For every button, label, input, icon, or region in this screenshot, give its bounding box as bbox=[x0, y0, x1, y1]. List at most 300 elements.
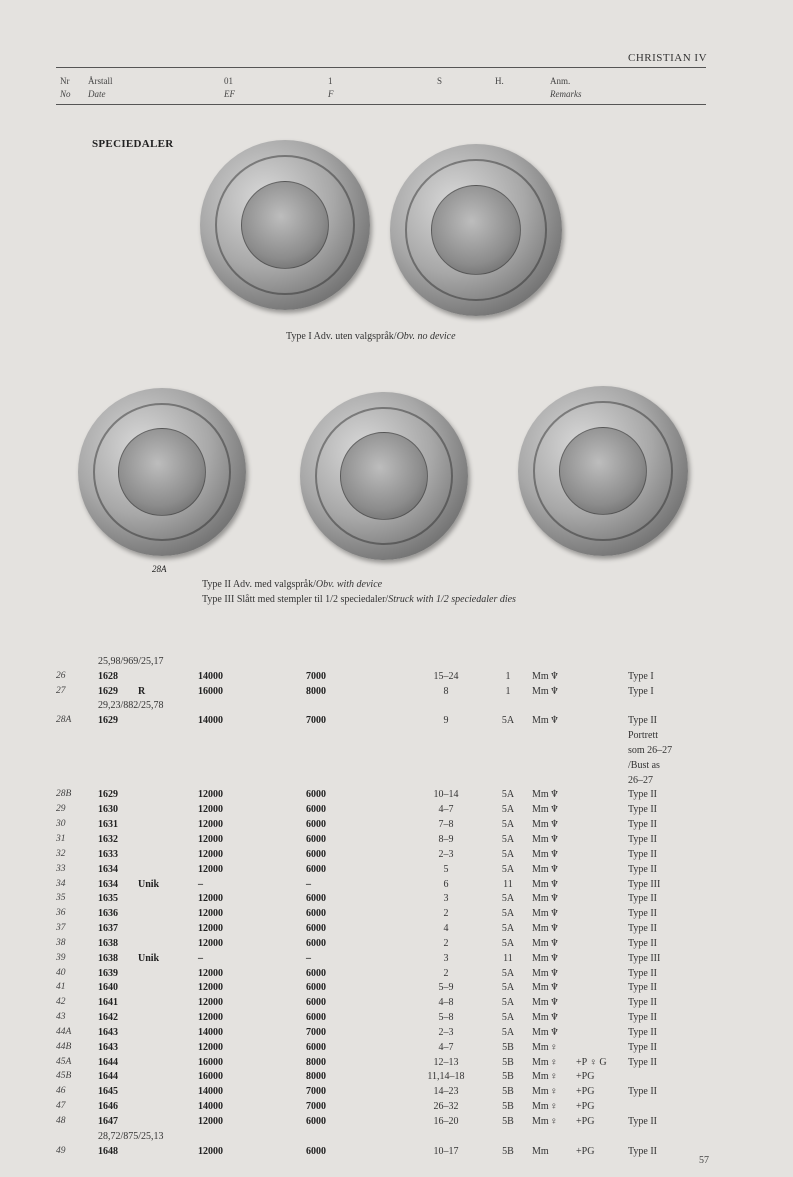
row-number: 46 bbox=[56, 1086, 66, 1097]
row-mintmaster: Mm bbox=[532, 1086, 549, 1098]
page-header-title: CHRISTIAN IV bbox=[628, 52, 708, 64]
row-mintmaster: Mm bbox=[532, 670, 549, 682]
row-extra-mark bbox=[576, 993, 628, 1008]
row-reference-s: 4 bbox=[443, 923, 449, 935]
row-mintmaster: Mm bbox=[532, 1116, 549, 1127]
row-value-f: 6000 bbox=[306, 1041, 326, 1053]
row-number: 34 bbox=[56, 878, 66, 889]
row-remarks: Type II bbox=[628, 1145, 658, 1157]
row-mint-symbol: ♀ bbox=[550, 1056, 558, 1068]
row-reference-h: 5A bbox=[501, 937, 515, 949]
row-reference-s: 3 bbox=[443, 893, 449, 905]
row-number: 33 bbox=[56, 863, 66, 874]
row-rarity bbox=[138, 979, 198, 994]
row-remarks bbox=[628, 1097, 716, 1112]
row-reference-h: 5B bbox=[502, 1101, 514, 1113]
row-reference-s: 14–23 bbox=[433, 1086, 459, 1098]
row-number: 32 bbox=[56, 848, 66, 859]
row-remarks: Type II bbox=[628, 937, 658, 949]
row-reference-s bbox=[408, 756, 484, 771]
row-year: 1640 bbox=[98, 982, 118, 994]
row-remarks: Portrett bbox=[628, 730, 658, 742]
table-row bbox=[56, 830, 716, 845]
row-value-f: 6000 bbox=[306, 997, 326, 1009]
row-reference-s bbox=[408, 726, 484, 741]
row-reference-s: 10–14 bbox=[433, 789, 459, 801]
row-reference-h: 5A bbox=[501, 1026, 515, 1038]
table-row bbox=[56, 1068, 716, 1083]
table-row bbox=[56, 1097, 716, 1112]
row-rarity bbox=[138, 711, 198, 726]
row-mintmaster: Mm bbox=[532, 967, 549, 979]
row-number bbox=[56, 1127, 98, 1142]
row-mintmaster: Mm bbox=[532, 1101, 549, 1113]
row-remarks: Type II bbox=[628, 1041, 658, 1053]
row-mint-symbol: ♆ bbox=[550, 937, 559, 949]
row-mintmaster: Mm bbox=[532, 1071, 549, 1083]
row-value-ef: – bbox=[198, 952, 203, 964]
row-year: 1642 bbox=[98, 1012, 118, 1024]
row-value-ef: 12000 bbox=[198, 1116, 223, 1127]
row-year: 1639 bbox=[98, 967, 118, 979]
row-year: 1629 bbox=[98, 715, 118, 727]
row-value-ef: 12000 bbox=[198, 819, 223, 831]
row-reference-h: 5A bbox=[501, 997, 515, 1009]
row-extra-mark bbox=[576, 726, 628, 741]
row-remarks: Type II bbox=[628, 1056, 658, 1068]
row-rarity bbox=[138, 1008, 198, 1023]
row-rarity bbox=[138, 1053, 198, 1068]
row-year: 1630 bbox=[98, 804, 118, 816]
table-row bbox=[56, 726, 716, 741]
row-value-f: 6000 bbox=[306, 848, 326, 860]
row-mint-symbol: ♀ bbox=[550, 1116, 558, 1127]
row-mint-symbol: ♆ bbox=[550, 893, 559, 905]
row-year: 1641 bbox=[98, 997, 118, 1009]
row-extra-mark: +PG bbox=[576, 1145, 595, 1157]
row-value-ef bbox=[198, 741, 306, 756]
row-remarks: Type II bbox=[628, 863, 658, 875]
table-row bbox=[56, 1053, 716, 1068]
table-row bbox=[56, 993, 716, 1008]
row-year: 1646 bbox=[98, 1101, 118, 1113]
row-mint-symbol bbox=[550, 741, 576, 756]
row-reference-h: 5B bbox=[502, 1056, 514, 1068]
row-value-ef: 14000 bbox=[198, 1026, 223, 1038]
row-value-f: 7000 bbox=[306, 715, 326, 727]
row-value-ef: 14000 bbox=[198, 1086, 223, 1098]
row-remarks: /Bust as bbox=[628, 759, 660, 771]
row-number: 49 bbox=[56, 1145, 66, 1156]
row-reference-s: 4–8 bbox=[438, 997, 454, 1009]
row-number bbox=[56, 726, 98, 741]
row-extra-mark bbox=[576, 904, 628, 919]
row-mintmaster: Mm bbox=[532, 848, 549, 860]
row-reference-h bbox=[484, 741, 532, 756]
row-reference-s: 6 bbox=[443, 878, 449, 890]
table-row bbox=[56, 741, 716, 756]
row-reference-s: 9 bbox=[443, 715, 449, 727]
row-value-ef: 12000 bbox=[198, 893, 223, 905]
row-number bbox=[56, 741, 98, 756]
row-rarity bbox=[138, 741, 198, 756]
row-reference-s: 2–3 bbox=[438, 848, 454, 860]
row-reference-h: 5B bbox=[502, 1145, 514, 1157]
row-rarity bbox=[138, 786, 198, 801]
row-rarity bbox=[138, 815, 198, 830]
coin-photo-type1-reverse bbox=[390, 144, 562, 316]
row-year: 1634 bbox=[98, 878, 118, 890]
row-remarks: Type II bbox=[628, 967, 658, 979]
row-mint-symbol: ♆ bbox=[550, 789, 559, 801]
row-value-f: 6000 bbox=[306, 982, 326, 994]
row-number: 44A bbox=[56, 1026, 72, 1037]
header-rule-top bbox=[56, 67, 706, 68]
row-number: 40 bbox=[56, 967, 66, 978]
row-year: 1643 bbox=[98, 1026, 118, 1038]
row-mint-symbol bbox=[550, 726, 576, 741]
row-year: 1648 bbox=[98, 1145, 118, 1157]
row-reference-h: 11 bbox=[503, 878, 513, 890]
row-mintmaster: Mm bbox=[532, 715, 549, 727]
row-extra-mark bbox=[576, 845, 628, 860]
col-head-anm: Anm. Remarks bbox=[550, 76, 582, 99]
row-extra-mark bbox=[576, 860, 628, 875]
row-rarity bbox=[138, 904, 198, 919]
row-extra-mark: +P ♀ G bbox=[576, 1056, 607, 1068]
row-number bbox=[56, 652, 98, 667]
row-value-f: 8000 bbox=[306, 1071, 326, 1083]
row-value-ef: 12000 bbox=[198, 848, 223, 860]
row-reference-h: 1 bbox=[505, 685, 511, 697]
row-value-ef: 16000 bbox=[198, 1071, 223, 1083]
row-value-ef: 12000 bbox=[198, 1041, 223, 1053]
row-number: 30 bbox=[56, 819, 66, 830]
row-rarity bbox=[138, 860, 198, 875]
caption-type-3: Type III Slått med stempler til 1/2 speciedaler/Struck with 1/2 speciedaler dies bbox=[202, 594, 516, 605]
row-number: 35 bbox=[56, 893, 66, 904]
row-number: 43 bbox=[56, 1012, 66, 1023]
row-number: 27 bbox=[56, 685, 66, 696]
table-row bbox=[56, 682, 716, 697]
row-year bbox=[98, 771, 138, 786]
row-remarks: Type I bbox=[628, 670, 654, 682]
row-remarks: Type I bbox=[628, 685, 654, 697]
row-extra-mark bbox=[576, 875, 628, 890]
table-row bbox=[56, 904, 716, 919]
row-rarity bbox=[138, 771, 198, 786]
row-value-ef: 12000 bbox=[198, 967, 223, 979]
row-number: 26 bbox=[56, 670, 66, 681]
table-row bbox=[56, 800, 716, 815]
coin-photo-type3-obverse bbox=[300, 392, 468, 560]
coin-photo-type1-obverse bbox=[200, 140, 370, 310]
row-reference-h bbox=[484, 756, 532, 771]
row-mintmaster: Mm bbox=[532, 833, 549, 845]
row-remarks: Type II bbox=[628, 1116, 658, 1127]
row-remarks: Type II bbox=[628, 819, 658, 831]
row-number: 45B bbox=[56, 1071, 72, 1082]
row-value-f: 6000 bbox=[306, 1012, 326, 1024]
row-mint-symbol: ♆ bbox=[550, 908, 559, 920]
row-extra-mark bbox=[576, 890, 628, 905]
row-mint-symbol: ♆ bbox=[550, 833, 559, 845]
row-mint-symbol: ♆ bbox=[550, 685, 559, 697]
row-reference-h: 5A bbox=[501, 789, 515, 801]
table-row bbox=[56, 652, 716, 667]
row-number: 47 bbox=[56, 1101, 66, 1112]
row-number: 38 bbox=[56, 937, 66, 948]
table-row bbox=[56, 949, 716, 964]
row-value-ef: – bbox=[198, 878, 203, 890]
row-rarity bbox=[138, 800, 198, 815]
row-mintmaster: Mm bbox=[532, 1012, 549, 1024]
row-mintmaster: Mm bbox=[532, 908, 549, 920]
row-year bbox=[98, 726, 138, 741]
row-year: 1637 bbox=[98, 923, 118, 935]
row-mintmaster: Mm bbox=[532, 1026, 549, 1038]
row-remarks: Type II bbox=[628, 1086, 658, 1098]
row-reference-s: 2 bbox=[443, 908, 449, 920]
row-mintmaster: Mm bbox=[532, 982, 549, 994]
table-row bbox=[56, 1038, 716, 1053]
row-rarity bbox=[138, 726, 198, 741]
row-value-ef: 12000 bbox=[198, 833, 223, 845]
row-number: 31 bbox=[56, 833, 66, 844]
row-value-ef: 12000 bbox=[198, 1145, 223, 1157]
row-rarity bbox=[138, 1023, 198, 1038]
col-head-s: S bbox=[437, 76, 443, 86]
row-number: 28A bbox=[56, 715, 72, 726]
row-mint-symbol: ♆ bbox=[550, 997, 559, 1009]
row-number bbox=[56, 771, 98, 786]
row-mintmaster: Mm bbox=[532, 923, 549, 935]
table-row bbox=[56, 786, 716, 801]
row-number: 37 bbox=[56, 923, 66, 934]
col-head-arstall: Årstall Date bbox=[88, 76, 113, 99]
row-number: 48 bbox=[56, 1116, 66, 1126]
row-mint-symbol: ♀ bbox=[550, 1071, 558, 1083]
row-reference-s: 16–20 bbox=[433, 1116, 459, 1127]
row-extra-mark: +PG bbox=[576, 1116, 595, 1127]
row-mint-symbol bbox=[550, 756, 576, 771]
row-rarity bbox=[138, 1038, 198, 1053]
table-row bbox=[56, 1008, 716, 1023]
row-reference-s: 2 bbox=[443, 937, 449, 949]
row-value-f: 6000 bbox=[306, 789, 326, 801]
row-reference-s: 2–3 bbox=[438, 1026, 454, 1038]
row-value-f: 6000 bbox=[306, 967, 326, 979]
row-extra-mark bbox=[576, 934, 628, 949]
row-extra-mark bbox=[576, 830, 628, 845]
row-reference-h: 5B bbox=[502, 1116, 514, 1127]
row-mintmaster: Mm bbox=[532, 863, 549, 875]
coin-catalog-table bbox=[56, 652, 716, 1157]
row-year: 1645 bbox=[98, 1086, 118, 1098]
caption-type-2: Type II Adv. med valgspråk/Obv. with device bbox=[202, 579, 383, 590]
row-rarity bbox=[138, 1097, 198, 1112]
row-reference-h: 5B bbox=[502, 1086, 514, 1098]
col-head-h: H. bbox=[495, 76, 504, 86]
table-row bbox=[56, 934, 716, 949]
row-value-ef: 12000 bbox=[198, 923, 223, 935]
row-year: 1644 bbox=[98, 1071, 118, 1083]
table-row bbox=[56, 815, 716, 830]
row-year: 1635 bbox=[98, 893, 118, 905]
table-row bbox=[56, 919, 716, 934]
row-reference-s: 5–9 bbox=[438, 982, 454, 994]
row-reference-s: 5–8 bbox=[438, 1012, 454, 1024]
row-mint-symbol bbox=[550, 1142, 576, 1157]
row-year: 1634 bbox=[98, 863, 118, 875]
table-row bbox=[56, 697, 716, 712]
row-mint-symbol: ♆ bbox=[550, 804, 559, 816]
row-value-ef: 12000 bbox=[198, 804, 223, 816]
row-specification: 28,72/875/25,13 bbox=[98, 1130, 164, 1142]
row-reference-s: 8–9 bbox=[438, 833, 454, 845]
row-extra-mark bbox=[576, 786, 628, 801]
row-value-f bbox=[306, 741, 408, 756]
row-year: 1638 bbox=[98, 952, 118, 964]
row-value-ef: 16000 bbox=[198, 1056, 223, 1068]
row-extra-mark bbox=[576, 1023, 628, 1038]
row-year: 1638 bbox=[98, 937, 118, 949]
row-value-f: 8000 bbox=[306, 685, 326, 697]
row-remarks: Type II bbox=[628, 715, 658, 727]
row-remarks: Type II bbox=[628, 804, 658, 816]
row-year bbox=[98, 756, 138, 771]
table-row bbox=[56, 1142, 716, 1157]
row-value-f: – bbox=[306, 878, 311, 890]
row-remarks: Type II bbox=[628, 789, 658, 801]
row-reference-h: 5A bbox=[501, 893, 515, 905]
row-extra-mark bbox=[576, 1008, 628, 1023]
row-number: 28B bbox=[56, 789, 72, 800]
row-mintmaster: Mm bbox=[532, 893, 549, 905]
row-mintmaster bbox=[532, 726, 550, 741]
row-value-ef: 12000 bbox=[198, 863, 223, 875]
row-number: 45A bbox=[56, 1056, 72, 1067]
row-year: 1647 bbox=[98, 1116, 118, 1127]
row-value-ef: 16000 bbox=[198, 685, 223, 697]
row-mintmaster: Mm bbox=[532, 1145, 549, 1157]
row-value-f: 6000 bbox=[306, 804, 326, 816]
table-row bbox=[56, 964, 716, 979]
row-value-f: 6000 bbox=[306, 1145, 326, 1157]
row-year: 1631 bbox=[98, 819, 118, 831]
row-mintmaster: Mm bbox=[532, 685, 549, 697]
row-rarity bbox=[138, 993, 198, 1008]
row-year: 1628 bbox=[98, 670, 118, 682]
row-value-f bbox=[306, 771, 408, 786]
row-value-f: 6000 bbox=[306, 893, 326, 905]
row-value-ef: 12000 bbox=[198, 982, 223, 994]
col-head-1: 1 F bbox=[328, 76, 334, 99]
row-reference-s bbox=[408, 771, 484, 786]
row-extra-mark: +PG bbox=[576, 1101, 595, 1113]
row-reference-s: 3 bbox=[443, 952, 449, 964]
row-mintmaster: Mm bbox=[532, 937, 549, 949]
row-value-ef: 12000 bbox=[198, 997, 223, 1009]
row-value-f: 7000 bbox=[306, 1101, 326, 1113]
row-reference-h: 5B bbox=[502, 1041, 514, 1053]
row-mint-symbol: ♆ bbox=[550, 967, 559, 979]
row-value-ef: 12000 bbox=[198, 937, 223, 949]
row-rarity bbox=[138, 964, 198, 979]
row-reference-s: 8 bbox=[443, 685, 449, 697]
row-reference-h: 5A bbox=[501, 715, 515, 727]
row-mintmaster: Mm bbox=[532, 997, 549, 1009]
row-remarks: Type II bbox=[628, 1026, 658, 1038]
table-row bbox=[56, 667, 716, 682]
row-reference-h: 11 bbox=[503, 952, 513, 964]
col-head-01: 01 EF bbox=[224, 76, 235, 99]
row-year: 1644 bbox=[98, 1056, 118, 1068]
row-mintmaster: Mm bbox=[532, 789, 549, 801]
row-extra-mark bbox=[576, 979, 628, 994]
row-reference-s: 4–7 bbox=[438, 1041, 454, 1053]
row-extra-mark bbox=[576, 964, 628, 979]
row-value-f: 7000 bbox=[306, 1026, 326, 1038]
row-value-f: 8000 bbox=[306, 1056, 326, 1068]
row-reference-h: 5A bbox=[501, 819, 515, 831]
row-extra-mark bbox=[576, 741, 628, 756]
row-reference-h: 1 bbox=[505, 670, 511, 682]
coin-photo-28a-obverse bbox=[78, 388, 246, 556]
row-year: 1636 bbox=[98, 908, 118, 920]
row-remarks: Type III bbox=[628, 878, 661, 890]
row-rarity bbox=[138, 934, 198, 949]
row-year bbox=[98, 741, 138, 756]
table-row bbox=[56, 711, 716, 726]
row-year: 1629 bbox=[98, 789, 118, 801]
row-mintmaster: Mm bbox=[532, 1056, 549, 1068]
row-mint-symbol: ♆ bbox=[550, 982, 559, 994]
row-extra-mark bbox=[576, 815, 628, 830]
row-remarks: Type II bbox=[628, 833, 658, 845]
row-remarks: Type II bbox=[628, 893, 658, 905]
row-year: 1643 bbox=[98, 1041, 118, 1053]
row-remarks: Type II bbox=[628, 848, 658, 860]
row-value-f bbox=[306, 756, 408, 771]
table-row bbox=[56, 771, 716, 786]
row-reference-h: 5A bbox=[501, 982, 515, 994]
row-extra-mark bbox=[576, 711, 628, 726]
row-mint-symbol: ♆ bbox=[550, 878, 559, 890]
table-row bbox=[56, 875, 716, 890]
row-mintmaster: Mm bbox=[532, 804, 549, 816]
row-remarks: Type II bbox=[628, 923, 658, 935]
row-specification: 25,98/969/25,17 bbox=[98, 655, 164, 667]
row-extra-mark bbox=[576, 1038, 628, 1053]
table-row bbox=[56, 1023, 716, 1038]
row-remarks: Type II bbox=[628, 1012, 658, 1024]
row-mint-symbol: ♆ bbox=[550, 1026, 559, 1038]
row-rarity bbox=[138, 1142, 198, 1157]
row-extra-mark bbox=[576, 667, 628, 682]
row-reference-s: 10–17 bbox=[433, 1145, 459, 1157]
row-rarity bbox=[138, 845, 198, 860]
row-reference-s: 4–7 bbox=[438, 804, 454, 816]
table-row bbox=[56, 845, 716, 860]
header-rule-bottom bbox=[56, 104, 706, 105]
row-value-f: 6000 bbox=[306, 937, 326, 949]
row-rarity: R bbox=[138, 685, 146, 697]
row-reference-s: 5 bbox=[443, 863, 449, 875]
row-mintmaster: Mm bbox=[532, 1041, 549, 1053]
row-remarks: 26–27 bbox=[628, 774, 653, 786]
col-head-nr: Nr No bbox=[60, 76, 71, 99]
